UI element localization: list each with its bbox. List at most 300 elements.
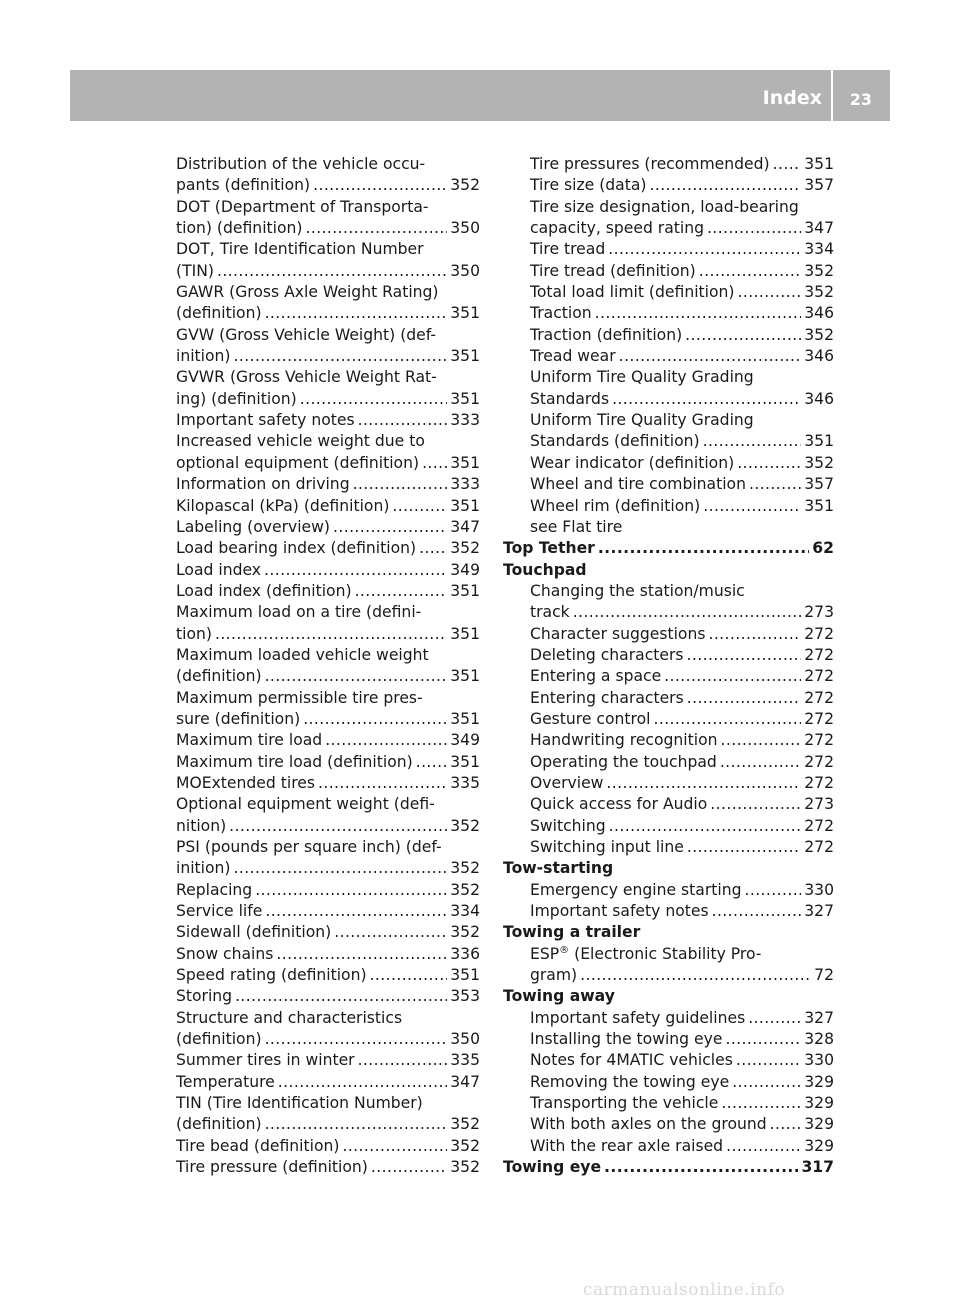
dot-leader bbox=[355, 581, 448, 602]
entry-text: Notes for 4MATIC vehicles bbox=[530, 1051, 733, 1070]
dot-leader bbox=[725, 1029, 801, 1050]
page-ref[interactable]: 335 bbox=[450, 773, 480, 792]
page-ref[interactable]: 327 bbox=[804, 902, 834, 921]
index-entry[interactable] bbox=[503, 496, 834, 517]
entry-text: Deleting characters bbox=[530, 645, 684, 664]
page-ref[interactable]: 352 bbox=[450, 880, 480, 899]
entry-text: Entering characters bbox=[530, 688, 684, 707]
entry-text: Switching bbox=[530, 816, 606, 835]
index-entry[interactable] bbox=[176, 389, 480, 410]
entry-text: MOExtended tires bbox=[176, 773, 315, 792]
dot-leader bbox=[770, 1114, 802, 1135]
index-entry[interactable] bbox=[503, 239, 834, 260]
dot-leader bbox=[595, 303, 802, 324]
entry-text: Wear indicator (definition) bbox=[530, 453, 735, 472]
dot-leader bbox=[749, 474, 801, 495]
index-entry[interactable] bbox=[503, 880, 834, 901]
entry-text: Optional equipment weight (defi- bbox=[176, 795, 435, 814]
dot-leader bbox=[265, 901, 447, 922]
entry-text: DOT (Department of Transporta- bbox=[176, 197, 429, 216]
dot-leader bbox=[265, 666, 448, 687]
entry-text: Towing a trailer bbox=[503, 923, 641, 942]
page-ref[interactable]: 272 bbox=[804, 838, 834, 856]
dot-leader bbox=[708, 624, 801, 645]
dot-leader bbox=[721, 730, 802, 751]
page-ref[interactable]: 272 bbox=[804, 709, 834, 728]
index-entry[interactable] bbox=[503, 1072, 834, 1093]
index-entry[interactable] bbox=[503, 837, 834, 858]
dot-leader bbox=[649, 175, 801, 196]
entry-text: Kilopascal (kPa) (definition) bbox=[176, 496, 390, 515]
entry-text: Tire tread (definition) bbox=[530, 261, 696, 280]
index-entry[interactable] bbox=[176, 773, 480, 794]
page-ref[interactable]: 346 bbox=[804, 304, 834, 323]
dot-leader bbox=[773, 154, 802, 175]
entry-text: inition) bbox=[176, 859, 231, 878]
index-entry[interactable] bbox=[503, 1093, 834, 1114]
page-ref[interactable]: 347 bbox=[804, 219, 834, 238]
dot-leader bbox=[325, 730, 447, 751]
index-entry[interactable] bbox=[176, 1114, 480, 1135]
page-ref[interactable]: 352 bbox=[450, 816, 480, 835]
page-ref[interactable]: 272 bbox=[804, 645, 834, 664]
index-entry[interactable] bbox=[503, 346, 834, 367]
dot-leader bbox=[265, 1029, 448, 1050]
index-entry[interactable] bbox=[503, 261, 834, 282]
entry-text: Tire pressure (definition) bbox=[176, 1158, 368, 1177]
dot-leader bbox=[313, 175, 447, 196]
index-heading bbox=[503, 986, 834, 1007]
entry-text: Load index (definition) bbox=[176, 581, 352, 600]
entry-text: (definition) bbox=[176, 1115, 262, 1134]
page-ref[interactable]: 329 bbox=[804, 1136, 834, 1155]
page-ref[interactable]: 272 bbox=[804, 752, 834, 771]
entry-text: Important safety notes bbox=[176, 411, 355, 430]
entry-text: Towing eye bbox=[503, 1158, 602, 1177]
index-entry[interactable] bbox=[176, 944, 480, 965]
entry-text: Load index bbox=[176, 560, 262, 579]
index-entry[interactable] bbox=[176, 1157, 480, 1178]
page-ref[interactable]: 352 bbox=[450, 1115, 480, 1134]
dot-leader bbox=[687, 688, 802, 709]
entry-text: Maximum tire load bbox=[176, 731, 323, 750]
entry-text: Distribution of the vehicle occu- bbox=[176, 155, 426, 173]
page-ref[interactable]: 330 bbox=[804, 880, 834, 899]
page-ref[interactable]: 327 bbox=[804, 1008, 834, 1027]
entry-text: capacity, speed rating bbox=[530, 219, 705, 238]
entry-text: Tire tread bbox=[530, 240, 606, 259]
page-ref[interactable]: 272 bbox=[804, 816, 834, 835]
entry-text: Character suggestions bbox=[530, 624, 706, 643]
registered-mark: ® bbox=[559, 944, 570, 956]
entry-text: Towing away bbox=[503, 987, 615, 1006]
index-entry[interactable] bbox=[176, 709, 480, 730]
entry-text: Maximum tire load (definition) bbox=[176, 752, 413, 771]
page-ref[interactable]: 351 bbox=[450, 581, 480, 600]
entry-text: (TIN) bbox=[176, 261, 214, 280]
dot-leader bbox=[699, 261, 801, 282]
index-entry[interactable] bbox=[503, 752, 834, 773]
entry-text: Overview bbox=[530, 773, 604, 792]
index-entry[interactable] bbox=[176, 496, 480, 517]
entry-text: Maximum load on a tire (defini- bbox=[176, 603, 422, 622]
index-entry[interactable] bbox=[503, 816, 834, 837]
page-ref[interactable]: 357 bbox=[804, 176, 834, 195]
index-entry[interactable] bbox=[176, 816, 480, 837]
page-ref[interactable]: 352 bbox=[450, 923, 480, 942]
index-entry[interactable] bbox=[176, 730, 480, 751]
index-heading[interactable] bbox=[503, 538, 834, 559]
dot-leader bbox=[422, 453, 447, 474]
dot-leader bbox=[612, 389, 801, 410]
entry-text: Important safety guidelines bbox=[530, 1008, 746, 1027]
page-ref[interactable]: 351 bbox=[804, 155, 834, 173]
page-ref[interactable]: 352 bbox=[450, 859, 480, 878]
entry-text: Storing bbox=[176, 987, 233, 1006]
entry-text: (definition) bbox=[176, 1030, 262, 1049]
dot-leader bbox=[353, 474, 448, 495]
index-heading bbox=[503, 922, 834, 943]
entry-text: Removing the towing eye bbox=[530, 1072, 730, 1091]
entry-text: pants (definition) bbox=[176, 176, 311, 195]
page-ref[interactable]: 273 bbox=[804, 603, 834, 622]
page-ref[interactable]: 272 bbox=[804, 773, 834, 792]
page-ref[interactable]: 346 bbox=[804, 389, 834, 408]
page-number: 23 bbox=[849, 90, 872, 109]
page-ref[interactable]: 335 bbox=[450, 1051, 480, 1070]
entry-text: track bbox=[530, 603, 570, 622]
page-ref[interactable]: 350 bbox=[450, 1030, 480, 1049]
index-entry bbox=[176, 367, 480, 388]
index-entry[interactable] bbox=[503, 666, 834, 687]
entry-text: Installing the towing eye bbox=[530, 1030, 723, 1049]
index-entry bbox=[176, 794, 480, 815]
index-entry[interactable] bbox=[176, 986, 480, 1007]
index-entry[interactable] bbox=[503, 282, 834, 303]
index-entry[interactable] bbox=[503, 688, 834, 709]
entry-text: gram) bbox=[530, 966, 578, 985]
entry-text: Operating the touchpad bbox=[530, 752, 717, 771]
index-entry[interactable] bbox=[176, 666, 480, 687]
page-ref[interactable]: 351 bbox=[450, 624, 480, 643]
header-bar bbox=[70, 70, 890, 121]
page-ref[interactable]: 352 bbox=[450, 1136, 480, 1155]
index-entry[interactable] bbox=[503, 1029, 834, 1050]
index-entry[interactable] bbox=[503, 1008, 834, 1029]
watermark-text: carmanualsonline.info bbox=[583, 1280, 786, 1300]
dot-leader bbox=[217, 261, 447, 282]
page-ref[interactable]: 351 bbox=[450, 389, 480, 408]
index-entry[interactable] bbox=[176, 752, 480, 773]
index-entry[interactable] bbox=[176, 410, 480, 431]
index-entry[interactable] bbox=[176, 858, 480, 879]
page-ref[interactable]: 62 bbox=[812, 539, 834, 558]
page-ref[interactable]: 272 bbox=[804, 667, 834, 686]
index-entry[interactable] bbox=[176, 218, 480, 239]
index-heading bbox=[503, 858, 834, 879]
index-entry[interactable] bbox=[503, 602, 834, 623]
index-entry[interactable] bbox=[503, 474, 834, 495]
dot-leader bbox=[265, 1114, 448, 1135]
page-ref[interactable]: 329 bbox=[804, 1094, 834, 1113]
page-ref[interactable]: 72 bbox=[814, 966, 834, 985]
entry-text: Structure and characteristics bbox=[176, 1008, 403, 1027]
index-entry bbox=[176, 645, 480, 666]
page-ref[interactable]: 333 bbox=[450, 411, 480, 430]
entry-text: Summer tires in winter bbox=[176, 1051, 355, 1070]
dot-leader bbox=[710, 794, 801, 815]
index-entry[interactable] bbox=[176, 624, 480, 645]
dot-leader bbox=[703, 496, 801, 517]
page-ref[interactable]: 351 bbox=[450, 667, 480, 686]
index-entry bbox=[503, 410, 834, 431]
entry-text: Traction (definition) bbox=[530, 325, 683, 344]
entry-text: Quick access for Audio bbox=[530, 795, 708, 814]
entry-text: Maximum loaded vehicle weight bbox=[176, 645, 429, 664]
entry-text: Tread wear bbox=[530, 347, 616, 366]
entry-text: Tire size designation, load-bearing bbox=[530, 197, 799, 216]
index-entry[interactable] bbox=[503, 389, 834, 410]
entry-text: nition) bbox=[176, 816, 227, 835]
dot-leader bbox=[229, 816, 447, 837]
entry-text: Replacing bbox=[176, 880, 253, 899]
entry-text: Uniform Tire Quality Grading bbox=[530, 368, 754, 387]
dot-leader bbox=[609, 816, 802, 837]
index-entry bbox=[503, 197, 834, 218]
index-heading[interactable] bbox=[503, 1157, 834, 1178]
index-entry[interactable] bbox=[176, 346, 480, 367]
dot-leader bbox=[255, 880, 447, 901]
page-ref[interactable]: 351 bbox=[804, 496, 834, 515]
index-entry[interactable] bbox=[176, 1072, 480, 1093]
index-entry[interactable] bbox=[176, 261, 480, 282]
dot-leader bbox=[687, 837, 801, 858]
index-entry bbox=[176, 602, 480, 623]
index-entry[interactable] bbox=[503, 730, 834, 751]
entry-text: Switching input line bbox=[530, 838, 684, 856]
entry-text: Standards bbox=[530, 389, 610, 408]
page-ref[interactable]: 353 bbox=[450, 987, 480, 1006]
page-ref[interactable]: 347 bbox=[450, 517, 480, 536]
index-entry[interactable] bbox=[503, 431, 834, 452]
dot-leader bbox=[215, 624, 447, 645]
page-ref[interactable]: 351 bbox=[804, 432, 834, 451]
index-entry[interactable] bbox=[503, 1136, 834, 1157]
dot-leader bbox=[358, 1050, 448, 1071]
page-ref[interactable]: 351 bbox=[450, 709, 480, 728]
index-entry[interactable] bbox=[176, 538, 480, 559]
dot-leader bbox=[598, 538, 809, 559]
index-entry bbox=[176, 154, 480, 175]
index-column-right bbox=[503, 154, 834, 1179]
entry-text: Tire bead (definition) bbox=[176, 1136, 340, 1155]
dot-leader bbox=[608, 239, 801, 260]
index-entry[interactable] bbox=[176, 1029, 480, 1050]
index-entry bbox=[176, 197, 480, 218]
page-ref[interactable]: 329 bbox=[804, 1115, 834, 1134]
entry-text: Wheel rim (definition) bbox=[530, 496, 701, 515]
index-entry[interactable] bbox=[176, 453, 480, 474]
dot-leader bbox=[573, 602, 802, 623]
entry-text: DOT, Tire Identification Number bbox=[176, 240, 424, 259]
index-entry[interactable] bbox=[176, 517, 480, 538]
page-ref[interactable]: 349 bbox=[450, 731, 480, 750]
index-entry[interactable] bbox=[176, 303, 480, 324]
page-ref[interactable]: 328 bbox=[804, 1030, 834, 1049]
index-entry bbox=[176, 431, 480, 452]
entry-text: sure (definition) bbox=[176, 709, 301, 728]
header-divider bbox=[831, 70, 833, 121]
page-ref[interactable]: 352 bbox=[804, 453, 834, 472]
index-entry[interactable] bbox=[503, 1050, 834, 1071]
index-entry[interactable] bbox=[503, 709, 834, 730]
dot-leader bbox=[619, 346, 802, 367]
page-ref[interactable]: 273 bbox=[804, 795, 834, 814]
page-ref[interactable]: 272 bbox=[804, 731, 834, 750]
page-ref[interactable]: 334 bbox=[804, 240, 834, 259]
dot-leader bbox=[318, 773, 447, 794]
dot-leader bbox=[342, 1136, 447, 1157]
page-ref[interactable]: 330 bbox=[804, 1051, 834, 1070]
entry-text: ESP® (Electronic Stability Pro- bbox=[530, 944, 762, 963]
index-entry[interactable] bbox=[176, 474, 480, 495]
entry-text: Temperature bbox=[176, 1072, 275, 1091]
index-entry[interactable] bbox=[503, 325, 834, 346]
page-ref[interactable]: 272 bbox=[804, 688, 834, 707]
entry-text: Tow-starting bbox=[503, 859, 614, 878]
index-entry[interactable] bbox=[503, 154, 834, 175]
page-ref[interactable]: 352 bbox=[450, 176, 480, 195]
dot-leader bbox=[720, 752, 801, 773]
dot-leader bbox=[265, 303, 448, 324]
dot-leader bbox=[664, 666, 801, 687]
index-entry bbox=[176, 837, 480, 858]
page-ref[interactable]: 351 bbox=[450, 453, 480, 472]
page-ref[interactable]: 352 bbox=[804, 283, 834, 302]
dot-leader bbox=[707, 218, 801, 239]
entry-text: Traction bbox=[530, 304, 592, 323]
index-entry[interactable] bbox=[503, 453, 834, 474]
dot-leader bbox=[278, 1072, 447, 1093]
index-entry[interactable] bbox=[503, 624, 834, 645]
entry-text: tion) bbox=[176, 624, 212, 643]
entry-text: Standards (definition) bbox=[530, 432, 700, 451]
index-entry[interactable] bbox=[176, 581, 480, 602]
index-entry[interactable] bbox=[176, 1136, 480, 1157]
page-ref[interactable]: 352 bbox=[450, 539, 480, 558]
index-entry[interactable] bbox=[176, 922, 480, 943]
index-entry[interactable] bbox=[503, 303, 834, 324]
page-ref[interactable]: 351 bbox=[450, 304, 480, 323]
entry-text: PSI (pounds per square inch) (def- bbox=[176, 838, 442, 856]
entry-text: Maximum permissible tire pres- bbox=[176, 688, 423, 707]
entry-text: optional equipment (definition) bbox=[176, 453, 420, 472]
dot-leader bbox=[305, 218, 447, 239]
page-ref[interactable]: 329 bbox=[804, 1072, 834, 1091]
index-entry[interactable] bbox=[503, 175, 834, 196]
index-entry[interactable] bbox=[503, 645, 834, 666]
page-ref[interactable]: 346 bbox=[804, 347, 834, 366]
entry-text: Sidewall (definition) bbox=[176, 923, 332, 942]
entry-text: Emergency engine starting bbox=[530, 880, 742, 899]
dot-leader bbox=[712, 901, 802, 922]
page-ref[interactable]: 334 bbox=[450, 902, 480, 921]
index-entry[interactable] bbox=[503, 794, 834, 815]
entry-text: Service life bbox=[176, 902, 263, 921]
page-ref[interactable]: 272 bbox=[804, 624, 834, 643]
section-title: Index bbox=[762, 87, 822, 109]
page-ref[interactable]: 347 bbox=[450, 1072, 480, 1091]
entry-text: With the rear axle raised bbox=[530, 1136, 724, 1155]
index-entry[interactable] bbox=[503, 773, 834, 794]
index-entry[interactable] bbox=[176, 175, 480, 196]
dot-leader bbox=[721, 1093, 801, 1114]
index-entry bbox=[503, 944, 834, 965]
page-ref[interactable]: 350 bbox=[450, 219, 480, 238]
dot-leader bbox=[416, 752, 448, 773]
entry-text: Transporting the vehicle bbox=[530, 1094, 719, 1113]
index-entry[interactable] bbox=[176, 880, 480, 901]
dot-leader bbox=[333, 517, 447, 538]
entry-text: Important safety notes bbox=[530, 902, 709, 921]
dot-leader bbox=[370, 965, 448, 986]
dot-leader bbox=[653, 709, 801, 730]
page-ref[interactable]: 351 bbox=[450, 966, 480, 985]
index-entry[interactable] bbox=[503, 218, 834, 239]
index-entry[interactable] bbox=[176, 965, 480, 986]
index-entry[interactable] bbox=[176, 560, 480, 581]
page-ref[interactable]: 357 bbox=[804, 475, 834, 494]
page-ref[interactable]: 352 bbox=[450, 1158, 480, 1177]
entry-text: ing) (definition) bbox=[176, 389, 297, 408]
entry-text: (definition) bbox=[176, 304, 262, 323]
entry-text: GVW (Gross Vehicle Weight) (def- bbox=[176, 325, 437, 344]
index-entry[interactable] bbox=[503, 965, 834, 986]
page-ref[interactable]: 349 bbox=[450, 560, 480, 579]
dot-leader bbox=[300, 389, 448, 410]
index-entry[interactable] bbox=[503, 901, 834, 922]
entry-text: Tire pressures (recommended) bbox=[530, 155, 770, 173]
dot-leader bbox=[235, 986, 447, 1007]
page-ref[interactable]: 352 bbox=[804, 261, 834, 280]
dot-leader bbox=[606, 773, 801, 794]
index-entry[interactable] bbox=[503, 1114, 834, 1135]
page-ref[interactable]: 351 bbox=[450, 496, 480, 515]
index-entry bbox=[503, 367, 834, 388]
page-ref[interactable]: 351 bbox=[450, 347, 480, 366]
dot-leader bbox=[737, 282, 801, 303]
page-ref[interactable]: 336 bbox=[450, 944, 480, 963]
page-ref[interactable]: 352 bbox=[804, 325, 834, 344]
index-column-left bbox=[176, 154, 480, 1179]
index-entry[interactable] bbox=[176, 1050, 480, 1071]
entry-text: With both axles on the ground bbox=[530, 1115, 767, 1134]
dot-leader bbox=[334, 922, 447, 943]
entry-text: Handwriting recognition bbox=[530, 731, 718, 750]
entry-text: Entering a space bbox=[530, 667, 662, 686]
dot-leader bbox=[392, 496, 447, 517]
page-ref[interactable]: 317 bbox=[801, 1158, 834, 1177]
index-entry bbox=[503, 581, 834, 602]
page-ref[interactable]: 351 bbox=[450, 752, 480, 771]
entry-text: GAWR (Gross Axle Weight Rating) bbox=[176, 283, 439, 302]
entry-text: TIN (Tire Identification Number) bbox=[176, 1094, 423, 1113]
entry-text: Top Tether bbox=[503, 539, 595, 558]
index-entry[interactable] bbox=[176, 901, 480, 922]
page-ref[interactable]: 350 bbox=[450, 261, 480, 280]
page-ref[interactable]: 333 bbox=[450, 475, 480, 494]
entry-text: Wheel and tire combination bbox=[530, 475, 746, 494]
